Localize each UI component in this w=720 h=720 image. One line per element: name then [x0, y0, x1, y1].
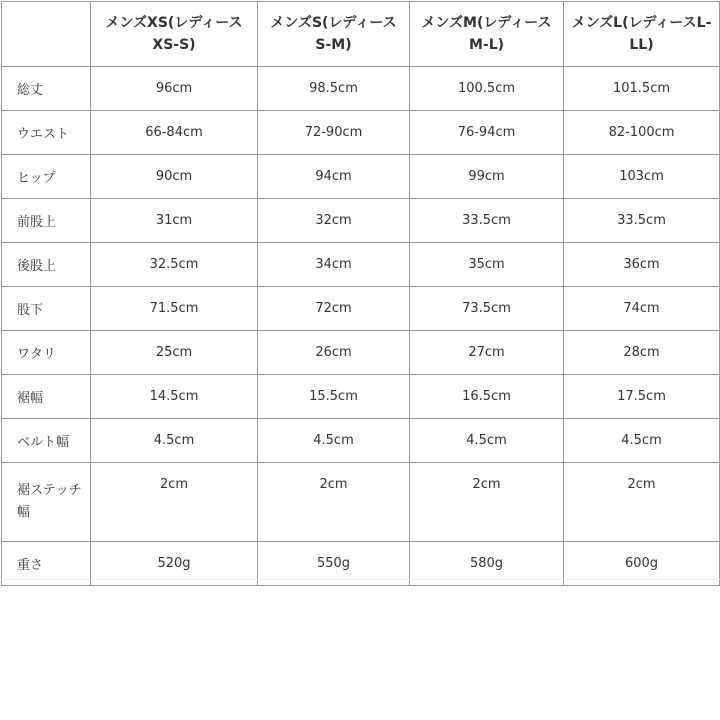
cell-value: 2cm — [564, 463, 720, 542]
row-label: 股下 — [2, 287, 91, 331]
size-chart-table — [1, 1, 720, 586]
header-size-xs: メンズXS(レディースXS-S) — [91, 2, 258, 67]
table-row — [2, 331, 720, 375]
cell-value: 32cm — [258, 199, 410, 243]
cell-value: 26cm — [258, 331, 410, 375]
row-label: 総丈 — [2, 67, 91, 111]
cell-value: 99cm — [410, 155, 564, 199]
cell-value: 76-94cm — [410, 111, 564, 155]
cell-value: 2cm — [410, 463, 564, 542]
cell-value: 94cm — [258, 155, 410, 199]
cell-value: 101.5cm — [564, 67, 720, 111]
row-label: ヒップ — [2, 155, 91, 199]
cell-value: 103cm — [564, 155, 720, 199]
cell-value: 66-84cm — [91, 111, 258, 155]
cell-value: 73.5cm — [410, 287, 564, 331]
table-row — [2, 67, 720, 111]
cell-value: 90cm — [91, 155, 258, 199]
cell-value: 82-100cm — [564, 111, 720, 155]
cell-value: 2cm — [258, 463, 410, 542]
row-label — [2, 463, 91, 542]
table-row — [2, 199, 720, 243]
cell-value: 520g — [91, 542, 258, 586]
row-label: 前股上 — [2, 199, 91, 243]
cell-value: 36cm — [564, 243, 720, 287]
cell-value: 33.5cm — [564, 199, 720, 243]
cell-value: 28cm — [564, 331, 720, 375]
cell-value: 74cm — [564, 287, 720, 331]
cell-value: 34cm — [258, 243, 410, 287]
cell-value: 71.5cm — [91, 287, 258, 331]
cell-value: 72cm — [258, 287, 410, 331]
header-size-l: メンズL(レディースL-LL) — [564, 2, 720, 67]
table-row — [2, 375, 720, 419]
cell-value: 98.5cm — [258, 67, 410, 111]
cell-value: 14.5cm — [91, 375, 258, 419]
cell-value: 72-90cm — [258, 111, 410, 155]
row-label: 後股上 — [2, 243, 91, 287]
cell-value: 4.5cm — [91, 419, 258, 463]
cell-value: 100.5cm — [410, 67, 564, 111]
table-row — [2, 111, 720, 155]
cell-value: 35cm — [410, 243, 564, 287]
cell-value: 31cm — [91, 199, 258, 243]
divider — [0, 579, 720, 580]
table-row — [2, 243, 720, 287]
cell-value: 2cm — [91, 463, 258, 542]
cell-value: 16.5cm — [410, 375, 564, 419]
cell-value: 32.5cm — [91, 243, 258, 287]
cell-value: 25cm — [91, 331, 258, 375]
header-size-s: メンズS(レディースS-M) — [258, 2, 410, 67]
row-label: 裾幅 — [2, 375, 91, 419]
cell-value: 4.5cm — [410, 419, 564, 463]
cell-value: 17.5cm — [564, 375, 720, 419]
row-label: ワタリ — [2, 331, 91, 375]
table-row — [2, 463, 720, 542]
header-row — [2, 2, 720, 67]
table-row — [2, 155, 720, 199]
cell-value: 580g — [410, 542, 564, 586]
row-label: 重さ — [2, 542, 91, 586]
cell-value: 600g — [564, 542, 720, 586]
row-label-text: 裾ステッチ幅 — [17, 483, 82, 520]
cell-value: 4.5cm — [564, 419, 720, 463]
header-size-m: メンズM(レディースM-L) — [410, 2, 564, 67]
row-label: ウエスト — [2, 111, 91, 155]
cell-value: 4.5cm — [258, 419, 410, 463]
row-label: ベルト幅 — [2, 419, 91, 463]
cell-value: 27cm — [410, 331, 564, 375]
table-row — [2, 287, 720, 331]
cell-value: 33.5cm — [410, 199, 564, 243]
cell-value: 550g — [258, 542, 410, 586]
table-row — [2, 419, 720, 463]
cell-value: 15.5cm — [258, 375, 410, 419]
header-corner — [2, 2, 91, 67]
cell-value: 96cm — [91, 67, 258, 111]
